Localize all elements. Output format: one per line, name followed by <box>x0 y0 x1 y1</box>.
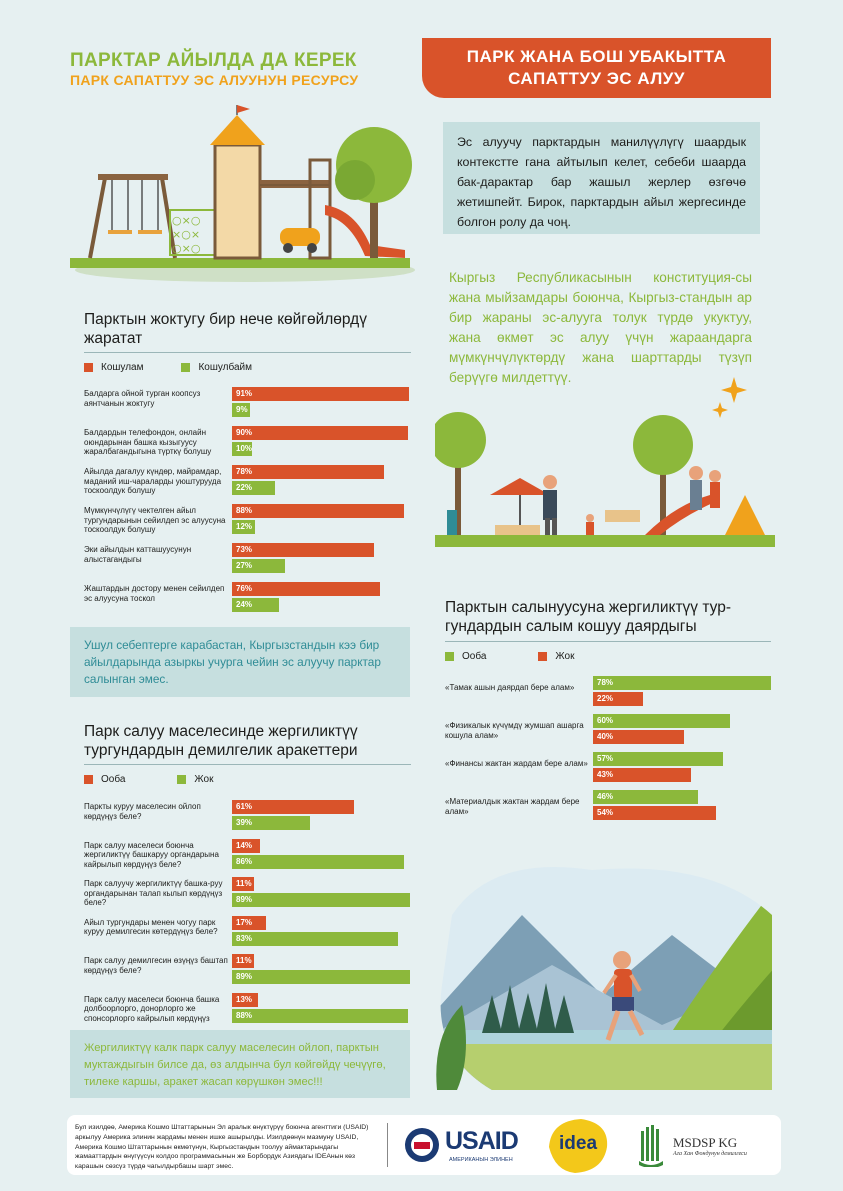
bar-yes: 57% <box>593 752 723 766</box>
msdsp-emblem-icon <box>639 1123 663 1167</box>
bar-label: Мүмкүнчүлүгү чектелген айыл тургундарынын сейилдеп эс алуусуна тоскоолдук болушу <box>84 506 226 534</box>
bar-label: Парк салуучу жергиликтүү башка-руу органдарынан талап кылып көрдүңүз беле? <box>84 879 223 907</box>
bar-yes: 11% <box>232 877 254 891</box>
msdsp-logo-text: MSDSP KG <box>673 1135 738 1150</box>
bar-label: «Финансы жактан жардам бере алам» <box>445 759 588 768</box>
bar-disagree: 22% <box>232 481 275 495</box>
msdsp-subtitle: Ага Хан Фондунун демилгеси <box>673 1151 747 1157</box>
usaid-subtitle: АМЕРИКАНЫН ЭЛИНЕН <box>449 1157 513 1163</box>
usaid-logo: USAID <box>445 1127 518 1155</box>
bar-label: Парк салуу демилгесин өзүңүз баштап көрдүңүз беле? <box>84 956 228 975</box>
bar-agree: 91% <box>232 387 409 401</box>
readiness-title: Парктын салынуусуна жергиликтүү тур-гундардын салым кошуу даярдыгы <box>445 599 731 635</box>
bar-no: 43% <box>593 768 691 782</box>
readiness-divider <box>445 641 771 642</box>
bar-agree: 88% <box>232 504 404 518</box>
playground-illustration <box>70 100 415 285</box>
constitution-text: Кыргыз Республикасынын конституция-сы жана мыйзамдары боюнча, Кыргыз-стандын ар бир жараны эс-алууга толук түрдө укуктуу, жана өкмөт эс алуу үчүн жараандарга мүмкүнчүлүктөрдү жана шарттарды түзүп берүүгө милдеттүү. <box>449 270 752 385</box>
problems-title: Парктын жоктугу бир нече көйгөйлөрдү жаратат <box>84 311 367 347</box>
intro-text-box: Эс алуучу парктардын манилүүлүгү шаардык контекстте гана айтылып келет, себеби шаарда бак-дарактар бар жашыл жерлер өзгөчө жетишпейт. Бирок, парктардын айыл жергесинде болгон ролу да чоң. <box>443 122 760 234</box>
bar-disagree: 27% <box>232 559 285 573</box>
bar-yes: 14% <box>232 839 260 853</box>
legend-yes: Ооба <box>462 651 487 662</box>
bar-no: 89% <box>232 970 410 984</box>
bar-yes: 17% <box>232 916 266 930</box>
legend-swatch-agree <box>84 363 93 372</box>
bar-label: Балдарга ойной турган коопсуз аянтчанын жоктугу <box>84 389 201 408</box>
bar-disagree: 12% <box>232 520 255 534</box>
initiative-legend <box>84 774 213 785</box>
footer-disclaimer: Бул изилдөө, Америка Кошмо Штаттарынын Эл аралык өнүктүрүү боюнча агенттиги (USAID) аркылуу Америка элинин жардамы менен ишке ашырылды. Изилдөөнүн мазмуну USAID, Америка Кошмо Штаттарынын өкмөтүнүн, Кыргызстандын тоолуу аймактарындагы жамааттардын өнүгүүсүн колдоо программасынын же Борбордук Азиядагы IDEAнын көз карашын сөзсүз түрдө чагылдырбашы шарт эмес. <box>75 1124 369 1171</box>
legend-no: Жок <box>555 651 575 662</box>
bar-yes: 78% <box>593 676 771 690</box>
initiative-title: Парк салуу маселесинде жергиликтүү тургундардын демилгелик аракеттери <box>84 723 358 759</box>
bar-label: Айыл тургундары менен чогуу парк куруу демилгесин көтердүңүз беле? <box>84 917 218 936</box>
bar-yes: 46% <box>593 790 698 804</box>
note-box-1: Ушул себептерге карабастан, Кыргызстандын кээ бир айылдарында азыркы учурга чейин эс алуучу парктар салынган эмес. <box>70 627 410 697</box>
svg-text:○×○: ○×○ <box>172 214 201 227</box>
bar-disagree: 10% <box>232 442 252 456</box>
bar-no: 22% <box>593 692 643 706</box>
family-park-illustration <box>435 400 775 560</box>
banner-line-1: ПАРК ЖАНА БОШ УБАКЫТТА <box>466 47 727 66</box>
legend-disagree: Кошулбайм <box>198 362 253 373</box>
main-title: ПАРКТАР АЙЫЛДА ДА КЕРЕК <box>70 50 357 71</box>
banner-line-2: САПАТТУУ ЭС АЛУУ <box>508 69 685 88</box>
bar-label: Жаштардын достору менен сейилдеп эс алуусуна тоскол <box>84 584 225 603</box>
usaid-seal-icon <box>404 1127 440 1163</box>
bar-no: 54% <box>593 806 716 820</box>
problems-legend <box>84 362 252 373</box>
bar-no: 83% <box>232 932 398 946</box>
legend-swatch-yes <box>445 652 454 661</box>
bar-label: «Материалдык жактан жардам бере алам» <box>445 797 580 816</box>
readiness-legend <box>445 651 574 662</box>
legend-swatch-no <box>538 652 547 661</box>
footer-divider <box>387 1123 388 1167</box>
legend-swatch-yes <box>84 775 93 784</box>
legend-yes: Ооба <box>101 774 126 785</box>
bar-agree: 76% <box>232 582 380 596</box>
section-banner <box>422 38 771 98</box>
idea-logo-text: idea <box>559 1133 598 1154</box>
bar-label: Айылда дагалуу күндөр, майрамдар, маданий иш-чараларды уюштурууда тоскоолдук болушу <box>84 467 222 495</box>
svg-text:×○×: ×○× <box>172 228 201 241</box>
problems-divider <box>84 352 411 353</box>
sub-title: ПАРК САПАТТУУ ЭС АЛУУНУН РЕСУРСУ <box>70 72 359 88</box>
bar-yes: 61% <box>232 800 354 814</box>
legend-swatch-disagree <box>181 363 190 372</box>
bar-label: Парк салуу маселеси боюнча жергиликтүү башкаруу органдарына кайрылып көрдүңүз беле? <box>84 840 219 869</box>
bar-yes: 60% <box>593 714 730 728</box>
bar-label: «Тамак ашын даярдап бере алам» <box>445 683 575 692</box>
legend-swatch-no <box>177 775 186 784</box>
initiative-divider <box>84 764 411 765</box>
bar-agree: 78% <box>232 465 384 479</box>
bar-label: Эки айылдын катташуусунун алыстагандыгы <box>84 545 192 564</box>
note-box-2: Жергиликтүү калк парк салуу маселесин ойлоп, парктын муктаждыгын билсе да, өз алдынча бул көйгөйдү чечүүгө, тилеке каршы, аракет жасап көрүшкөн эмес!!! <box>70 1030 410 1098</box>
legend-agree: Кошулам <box>101 362 144 373</box>
bar-agree: 73% <box>232 543 374 557</box>
bar-no: 40% <box>593 730 684 744</box>
bar-no: 88% <box>232 1009 408 1023</box>
bar-label: «Физикалык күчүмдү жумшап ашарга кошула алам» <box>445 721 584 740</box>
bar-disagree: 24% <box>232 598 279 612</box>
bar-label: Балдардын телефондон, онлайн оюндарынан башка кызыгуусу жаралбагандыгына түрткү болушу <box>84 428 212 456</box>
svg-text:○×○: ○×○ <box>172 242 201 255</box>
bar-yes: 13% <box>232 993 258 1007</box>
bar-disagree: 9% <box>232 403 250 417</box>
bar-label: Паркты куруу маселесин ойлоп көрдүңүз беле? <box>84 802 201 821</box>
bar-agree: 90% <box>232 426 408 440</box>
bar-yes: 11% <box>232 954 254 968</box>
bar-label: Парк салуу маселеси боюнча башка долбоорлорго, донорлорго же спонсорлорго кайрылып көрдүңүз <box>84 994 220 1023</box>
bar-no: 86% <box>232 855 404 869</box>
bar-no: 89% <box>232 893 410 907</box>
runner-landscape-illustration <box>432 855 777 1095</box>
footer <box>67 1115 781 1175</box>
bar-no: 39% <box>232 816 310 830</box>
legend-no: Жок <box>194 774 214 785</box>
